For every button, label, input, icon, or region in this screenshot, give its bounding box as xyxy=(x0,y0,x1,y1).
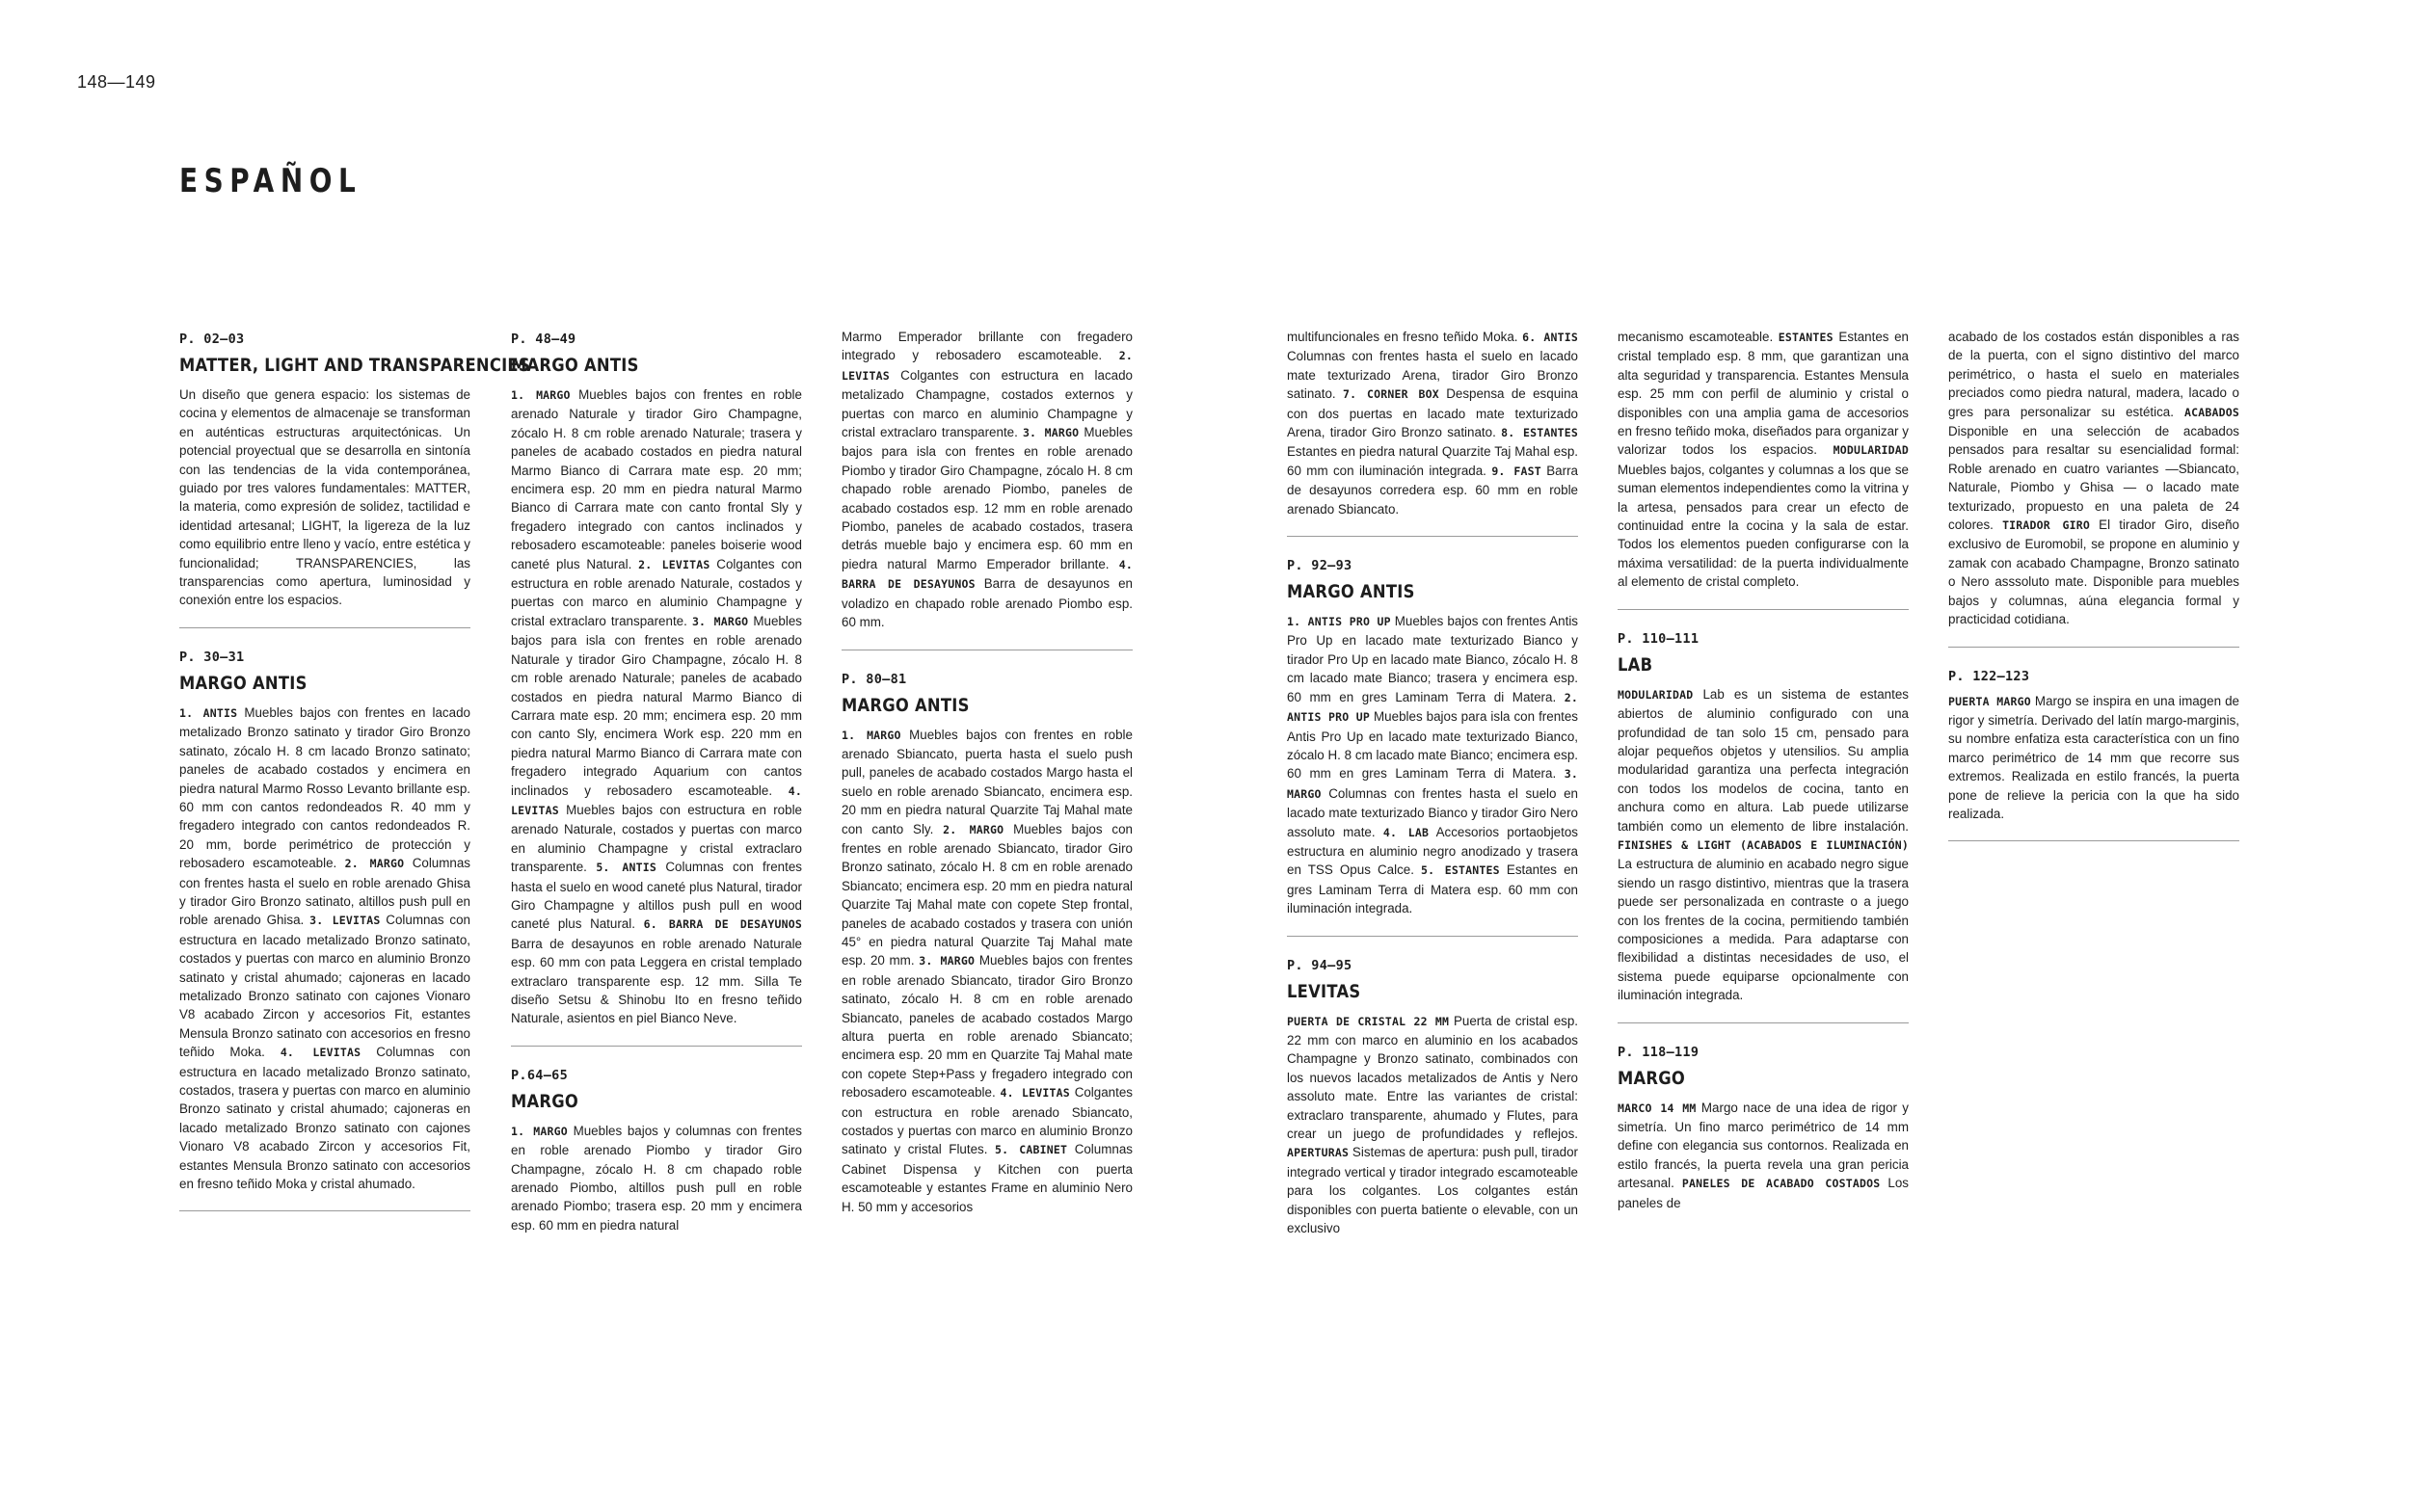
section-body: 1. MARGO Muebles bajos y columnas con frentes en roble arenado Piombo y tirador Giro Champagne, zócalo H. 8 cm chapado roble arenado Piombo, altillos push pull en roble arenado Piombo; trasera esp. 20 mm y encimera esp. 60 mm en piedra natural xyxy=(511,1123,802,1233)
item-label: 4. LAB xyxy=(1382,825,1430,839)
section xyxy=(1618,328,1909,610)
page-number: 148—149 xyxy=(77,72,156,92)
section xyxy=(1287,958,1578,1256)
section-title: MARGO xyxy=(511,1090,579,1112)
section-body: Marmo Emperador brillante con fregadero integrado y rebosadero escamoteable. 2. LEVITAS Colgantes con estructura en lacado metalizado Champagne, costados externos y puertas con marco en aluminio Champagne y cristal extraclaro transparente. 3. MARGO Muebles bajos para isla con frentes en roble arenado Piombo y tirador Giro Champagne, zócalo H. 8 cm chapado roble arenado Piombo, paneles de acabado costados esp. 12 mm en roble arenado Piombo, paneles de acabado costados, trasera detrás mueble bajo y encimera esp. 60 mm en piedra natural Marmo Emperador brillante. 4. BARRA DE DESAYUNOS Barra de desayunos en voladizo en chapado roble arenado Piombo esp. 60 mm. xyxy=(842,330,1134,630)
section-page-ref: P. 122–123 xyxy=(1948,668,2030,684)
section-body: MARCO 14 MM Margo nace de una idea de rigor y simetría. Un fino marco perimétrico de 14 mm define con elegancia sus contornos. Realizada en estilo francés, la puerta revela una gran pericia artesanal. PANELES DE ACABADO COSTADOS Los paneles de xyxy=(1618,1100,1910,1210)
item-label: APERTURAS xyxy=(1287,1146,1350,1160)
section-page-ref: P. 80–81 xyxy=(842,671,907,687)
section xyxy=(179,332,530,628)
item-label: ESTANTES xyxy=(1778,331,1834,344)
section-page-ref: P. 30–31 xyxy=(179,649,245,665)
item-label: 3. LEVITAS xyxy=(309,914,381,928)
item-label: PANELES DE ACABADO COSTADOS xyxy=(1681,1177,1881,1191)
item-label: MODULARIDAD xyxy=(1833,443,1909,458)
section-title: MARGO ANTIS xyxy=(842,694,970,716)
item-label: 2. ANTIS PRO UP xyxy=(1287,690,1578,725)
item-label: FINISHES & LIGHT (ACABADOS E ILUMINACIÓN) xyxy=(1618,837,1909,852)
text-column-5 xyxy=(1618,328,1909,1251)
section-page-ref: P.64–65 xyxy=(511,1067,568,1083)
language-title: ESPAÑOL xyxy=(179,162,362,200)
section xyxy=(511,332,802,1047)
item-label: MODULARIDAD xyxy=(1618,687,1694,702)
item-label: ACABADOS xyxy=(2184,405,2239,419)
item-label: 3. MARGO xyxy=(691,614,749,628)
section-body: mecanismo escamoteable. ESTANTES Estantes en cristal templado esp. 8 mm, que garantizan una alta seguridad y transparencia. Estantes Mensula esp. 25 mm con perfil de aluminio y cristal o disponibles con una amplia gama de accesorios en fresno teñido moka, diseñados para organizar y valorizar todos los espacios. MODULARIDAD Muebles bajos, colgantes y columnas a los que se suman elementos independientes como la vitrina y la artesa, pensados para crear un efecto de continuidad entre la cocina y la sala de estar. Todos los elementos pueden configurarse con la máxima versatilidad: de la puerta individualmente al elemento de cristal completo. xyxy=(1618,330,1909,590)
section xyxy=(179,650,470,1212)
item-label: 9. FAST xyxy=(1491,464,1541,478)
item-label: TIRADOR GIRO xyxy=(2002,518,2090,533)
section-title: MATTER, LIGHT AND TRANSPARENCIES xyxy=(179,355,530,376)
section-body: PUERTA DE CRISTAL 22 MM Puerta de cristal esp. 22 mm con marco en aluminio en los acabados Champagne y Bronzo satinato, combinados con los nuevos lacados metalizados de Antis y Nero assoluto mate. Entre las variantes de cristal: extraclaro transparente, ahumado y Flutes, para crear un juego de profundidades y reflejos. APERTURAS Sistemas de apertura: push pull, tirador integrado vertical y tirador integrado escamoteable para los colgantes. Los colgantes están disponibles con puerta batiente o elevable, con un exclusivo xyxy=(1287,1013,1578,1236)
text-column-6 xyxy=(1948,328,2239,862)
section-body: PUERTA MARGO Margo se inspira en una imagen de rigor y simetría. Derivado del latín margo-marginis, su nombre enfatiza esta característica con un fino marco perimétrico de 14 mm que recorre sus extremos. Realizada en estilo francés, la puerta pone de relieve la pericia con la que ha sido realizada. xyxy=(1948,693,2239,821)
section-body: 1. ANTIS PRO UP Muebles bajos con frentes Antis Pro Up en lacado mate texturizado Bianco y tirador Pro Up en lacado mate Bianco, zócalo H. 8 cm lacado mate Bianco; trasera y encimera esp. 60 mm en gres Laminam Terra di Matera. 2. ANTIS PRO UP Muebles bajos para isla con frentes Antis Pro Up en lacado mate texturizado Bianco, zócalo H. 8 cm lacado mate Bianco; encimera esp. 60 mm en gres Laminam Terra di Matera. 3. MARGO Columnas con frentes hasta el suelo en lacado mate texturizado Bianco y tirador Giro Nero assoluto mate. 4. LAB Accesorios portaobjetos estructura en aluminio negro anodizado y trasera en TSS Opus Calce. 5. ESTANTES Estantes en gres Laminam Terra di Matera esp. 60 mm con iluminación integrada. xyxy=(1287,614,1579,916)
section-page-ref: P. 48–49 xyxy=(511,332,576,347)
section xyxy=(511,1068,802,1252)
section xyxy=(1618,631,1909,1023)
item-label: 3. MARGO xyxy=(919,954,976,968)
section-page-ref: P. 118–119 xyxy=(1618,1044,1700,1060)
section-body: multifuncionales en fresno teñido Moka. 6. ANTIS Columnas con frentes hasta el suelo en lacado mate texturizado Arena, tirador Giro Bronzo satinato. 7. CORNER BOX Despensa de esquina con dos puertas en lacado mate texturizado Arena, tirador Giro Bronzo satinato. 8. ESTANTES Estantes en piedra natural Quarzite Taj Mahal esp. 60 mm con iluminación integrada. 9. FAST Barra de desayunos corredera esp. 60 mm en roble arenado Sbiancato. xyxy=(1287,330,1579,517)
section xyxy=(1948,328,2239,648)
item-label: 7. CORNER BOX xyxy=(1342,387,1439,402)
section xyxy=(842,328,1133,650)
item-label: 5. CABINET xyxy=(995,1143,1068,1157)
item-label: 5. ESTANTES xyxy=(1421,863,1500,878)
section-page-ref: P. 92–93 xyxy=(1287,558,1352,574)
item-label: 5. ANTIS xyxy=(596,861,656,875)
section xyxy=(1618,1045,1909,1230)
item-label: 3. MARGO xyxy=(1022,426,1080,440)
section-body: 1. ANTIS Muebles bajos con frentes en lacado metalizado Bronzo satinato y tirador Giro Bronzo satinato, zócalo H. 8 cm lacado Bronzo satinato; paneles de acabado costados y encimera en piedra natural Marmo Rosso Levanto brillante esp. 60 mm con cantos redondeados R. 40 mm y fregadero integrado con cantos redondeados R. 20 mm, borde perimétrico de protección y rebosadero escamoteable. 2. MARGO Columnas con frentes hasta el suelo en roble arenado Ghisa y tirador Giro Bronzo satinato, altillos push pull en roble arenado Ghisa. 3. LEVITAS Columnas con estructura en lacado metalizado Bronzo satinato, costados y puertas con marco en aluminio Bronzo satinato y cristal ahumado; cajoneras en lacado metalizado Bronzo satinato con cajones Vionaro V8 acabado Zircon y accesorios Fit, estantes Mensula Bronzo satinato con accesorios en fresno teñido Moka. 4. LEVITAS Columnas con estructura en lacado metalizado Bronzo satinato, costados, trasera y puertas con marco en aluminio Bronzo satinato y cristal ahumado; cajoneras en lacado metalizado Bronzo satinato con cajones Vionaro V8 acabado Zircon y accesorios Fit, estantes Mensula Bronzo satinato con accesorios en fresno teñido Moka y cristal ahumado. xyxy=(179,704,470,1192)
item-label: 1. MARGO xyxy=(511,1124,568,1138)
section-title: MARGO ANTIS xyxy=(511,355,639,376)
item-label: 4. LEVITAS xyxy=(511,783,802,817)
section-title: LAB xyxy=(1618,653,1653,676)
item-label: 8. ESTANTES xyxy=(1501,426,1578,440)
section-title: LEVITAS xyxy=(1287,980,1361,1002)
section-body: Un diseño que genera espacio: los sistemas de cocina y elementos de almacenaje se transforman en auténticas estructuras arquitectónicas. Un potencial proyectual que se desarrolla en sintonía con las tendencias de la vida contemporánea, guiado por tres valores fundamentales: MATTER, la materia, como expresión de solidez, tactilidad e identidad artesanal; LIGHT, la ligereza de la luz como equilibrio entre lleno y vacío, entre estética y funcionalidad; TRANSPARENCIES, las transparencias como apertura, luminosidad y conexión entre los espacios. xyxy=(179,387,470,608)
item-label: 4. LEVITAS xyxy=(1000,1086,1070,1101)
item-label: PUERTA MARGO xyxy=(1948,694,2031,708)
section-body: MODULARIDAD Lab es un sistema de estantes abiertos de aluminio configurado con una profundidad de tan solo 15 cm, pensado para alojar pequeños objetos y utensilios. Su amplia modularidad garantiza una perfecta integración con todos los modelos de cocina, tanto en anchura como en altura. Lab puede utilizarse también como un elemento de libre instalación. FINISHES & LIGHT (ACABADOS E ILUMINACIÓN) La estructura de aluminio en acabado negro sigue siendo un rasgo distintivo, mientras que la trasera puede ser personalizada en contraste o a juego con los frentes de la cocina, permitiendo también composiciones a medida. Para adaptarse con flexibilidad a distintas necesidades de uso, el sistema puede equiparse opcionalmente con iluminación integrada. xyxy=(1618,686,1909,1003)
section-title: MARGO xyxy=(1618,1067,1686,1089)
item-label: 2. LEVITAS xyxy=(842,349,1133,383)
item-label: PUERTA DE CRISTAL 22 MM xyxy=(1287,1014,1450,1028)
item-label: 2. LEVITAS xyxy=(638,557,710,571)
item-label: 1. ANTIS xyxy=(179,705,238,720)
text-column-2 xyxy=(511,328,802,1273)
section-body: 1. MARGO Muebles bajos con frentes en roble arenado Sbiancato, puerta hasta el suelo push pull, paneles de acabado costados Margo hasta el suelo en roble arenado Sbiancato, encimera esp. 20 mm en piedra natural Quarzite Taj Mahal mate con canto Sly. 2. MARGO Muebles bajos con frentes en roble arenado Sbiancato, tirador Giro Bronzo satinato, zócalo H. 8 cm en roble arenado Sbiancato; encimera esp. 20 mm en piedra natural Quarzite Taj Mahal mate con copete Step frontal, paneles de acabado costados y trasera con unión 45° en piedra natural Quarzite Taj Mahal mate esp. 20 mm. 3. MARGO Muebles bajos con frentes en roble arenado Sbiancato, tirador Giro Bronzo satinato, zócalo H. 8 cm en roble arenado Sbiancato, paneles de acabado costados Margo altura puerta en roble arenado Sbiancato; encimera esp. 20 mm en Quarzite Taj Mahal mate con copete Step+Pass y fregadero integrado con rebosadero escamoteable. 4. LEVITAS Colgantes con estructura en roble arenado Sbiancato, costados y puertas con marco en aluminio Bronzo satinato y cristal Flutes. 5. CABINET Columnas Cabinet Dispensa y Kitchen con puerta escamoteable y estantes Frame en aluminio Nero H. 50 mm y accesorios xyxy=(842,727,1133,1214)
item-label: 4. BARRA DE DESAYUNOS xyxy=(842,557,1133,592)
section-page-ref: P. 02–03 xyxy=(179,332,245,347)
section xyxy=(842,672,1133,1234)
item-label: 2. MARGO xyxy=(943,822,1004,836)
text-column-3 xyxy=(842,328,1133,1255)
item-label: 4. LEVITAS xyxy=(280,1046,361,1060)
section xyxy=(1287,558,1578,937)
section-page-ref: P. 110–111 xyxy=(1618,630,1700,647)
section xyxy=(1287,328,1578,537)
item-label: 1. MARGO xyxy=(842,728,901,742)
section-page-ref: P. 94–95 xyxy=(1287,957,1352,973)
item-label: MARCO 14 MM xyxy=(1618,1101,1697,1115)
item-label: 2. MARGO xyxy=(344,857,405,871)
section-title: MARGO ANTIS xyxy=(179,672,308,694)
item-label: 1. MARGO xyxy=(511,388,571,402)
section-body: acabado de los costados están disponibles a ras de la puerta, con el signo distintivo del marco perimétrico, o hasta el suelo en materiales preciados como piedra natural, madera, lacado o gres para personalizar su estética. ACABADOS Disponible en una selección de acabados pensados para resaltar su esencialidad formal: Roble arenado en cuatro variantes —Sbiancato, Naturale, Piombo y Ghisa — o lacado mate texturizado, propuesto en una paleta de 24 colores. TIRADOR GIRO El tirador Giro, diseño exclusivo de Euromobil, se propone en aluminio y zamak con acabado Champagne, Bronzo satinato o Nero asssoluto mate. Disponible para muebles bajos y columnas, aúna elegancia formal y practicidad cotidiana. xyxy=(1948,330,2240,627)
item-label: 6. ANTIS xyxy=(1522,331,1578,344)
item-label: 3. MARGO xyxy=(1287,767,1578,801)
text-column-1 xyxy=(179,328,530,1233)
section xyxy=(1948,669,2239,842)
section-body: 1. MARGO Muebles bajos con frentes en roble arenado Naturale y tirador Giro Champagne, zócalo H. 8 cm roble arenado Naturale; trasera y paneles de acabado costados en piedra natural Marmo Bianco di Carrara mate esp. 20 mm; encimera esp. 20 mm en piedra natural Marmo Bianco di Carrara mate con canto frontal Sly y fregadero integrado con cantos inclinados y rebosadero escamoteable: paneles boiserie wood caneté plus Natural. 2. LEVITAS Colgantes con estructura en roble arenado Naturale, costados y puertas con marco en aluminio Champagne y cristal extraclaro transparente. 3. MARGO Muebles bajos para isla con frentes en roble arenado Naturale y tirador Giro Champagne, zócalo H. 8 cm roble arenado Naturale; paneles de acabado costados en piedra natural Marmo Bianco di Carrara mate esp. 20 mm; encimera esp. 20 mm con canto Sly, encimera Work esp. 220 mm en piedra natural Marmo Bianco di Carrara mate con fregadero integrado Aquarium con cantos inclinados y rebosadero escamoteable. 4. LEVITAS Muebles bajos con estructura en roble arenado Naturale, costados y puertas con marco en aluminio Champagne y cristal extraclaro transparente. 5. ANTIS Columnas con frentes hasta el suelo en wood caneté plus Natural, tirador Giro Champagne y altillos push pull en wood caneté plus Natural. 6. BARRA DE DESAYUNOS Barra de desayunos en roble arenado Naturale esp. 60 mm con pata Leggera en cristal templado extraclaro transparente esp. 12 mm. Silla Te diseño Setsu & Shinobu Ito en fresno teñido Naturale, asientos en piel Bianco Neve. xyxy=(511,387,802,1026)
text-column-4 xyxy=(1287,328,1578,1276)
item-label: 1. ANTIS PRO UP xyxy=(1287,615,1391,629)
section-title: MARGO ANTIS xyxy=(1287,581,1415,603)
item-label: 6. BARRA DE DESAYUNOS xyxy=(643,917,802,932)
